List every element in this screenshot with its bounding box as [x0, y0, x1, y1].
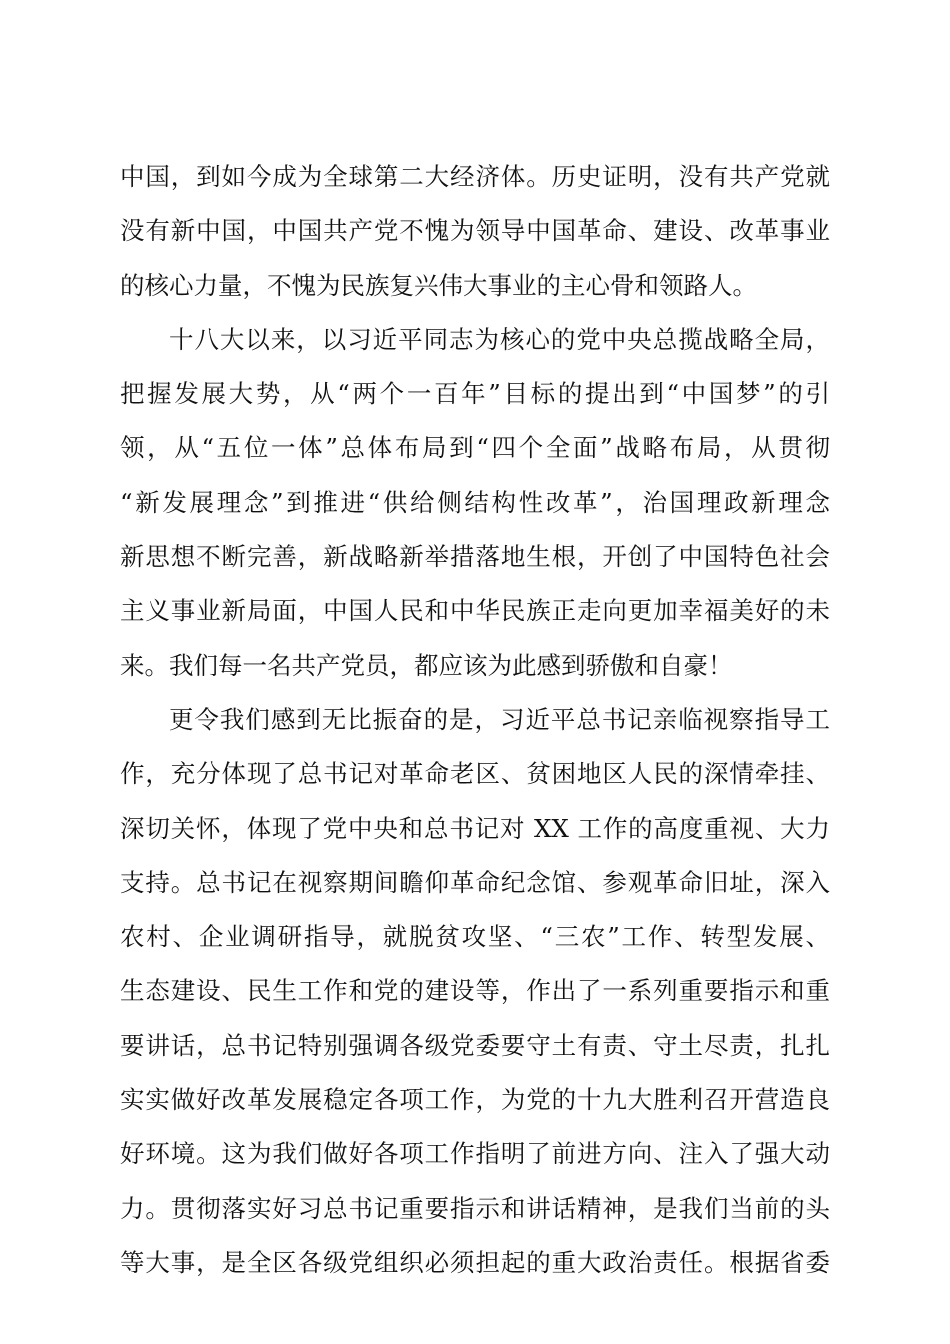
- text-line: 来。我们每一名共产党员，都应该为此感到骄傲和自豪！: [120, 650, 733, 680]
- text-line: 深切关怀，体现了党中央和总书记对 XX 工作的高度重视、大力: [120, 813, 830, 843]
- text-line: 实实做好改革发展稳定各项工作，为党的十九大胜利召开营造良: [120, 1085, 830, 1115]
- text-line: “新发展理念”到推进“供给侧结构性改革”，治国理政新理念: [120, 487, 830, 517]
- text-line: 支持。总书记在视察期间瞻仰革命纪念馆、参观革命旧址，深入: [120, 867, 830, 897]
- paragraph-1: [120, 150, 830, 313]
- text-line: 农村、企业调研指导，就脱贫攻坚、“三农”工作、转型发展、: [120, 922, 830, 952]
- text-line: 等大事，是全区各级党组织必须担起的重大政治责任。根据省委: [120, 1247, 830, 1277]
- paragraph-2: [120, 313, 830, 693]
- text-line: 力。贯彻落实好习总书记重要指示和讲话精神，是我们当前的头: [120, 1193, 830, 1223]
- text-line: 新思想不断完善，新战略新举措落地生根，开创了中国特色社会: [120, 542, 830, 572]
- paragraph-3: [120, 693, 830, 1290]
- document-body: [120, 150, 830, 1290]
- text-line: 的核心力量，不愧为民族复兴伟大事业的主心骨和领路人。: [120, 270, 757, 300]
- text-line: 没有新中国，中国共产党不愧为领导中国革命、建设、改革事业: [120, 216, 830, 246]
- text-line: 更令我们感到无比振奋的是，习近平总书记亲临视察指导工: [169, 704, 830, 734]
- text-line: 把握发展大势，从“两个一百年”目标的提出到“中国梦”的引: [120, 379, 830, 409]
- text-line: 领，从“五位一体”总体布局到“四个全面”战略布局，从贯彻: [120, 433, 830, 463]
- text-line: 要讲话，总书记特别强调各级党委要守土有责、守土尽责，扎扎: [120, 1030, 830, 1060]
- text-line: 主义事业新局面，中国人民和中华民族正走向更加幸福美好的未: [120, 596, 830, 626]
- text-line: 十八大以来，以习近平同志为核心的党中央总揽战略全局，: [169, 324, 830, 354]
- text-line: 生态建设、民生工作和党的建设等，作出了一系列重要指示和重: [120, 976, 830, 1006]
- text-line: 好环境。这为我们做好各项工作指明了前进方向、注入了强大动: [120, 1139, 830, 1169]
- text-line: 中国，到如今成为全球第二大经济体。历史证明，没有共产党就: [120, 162, 830, 191]
- text-line: 作，充分体现了总书记对革命老区、贫困地区人民的深情牵挂、: [120, 759, 830, 789]
